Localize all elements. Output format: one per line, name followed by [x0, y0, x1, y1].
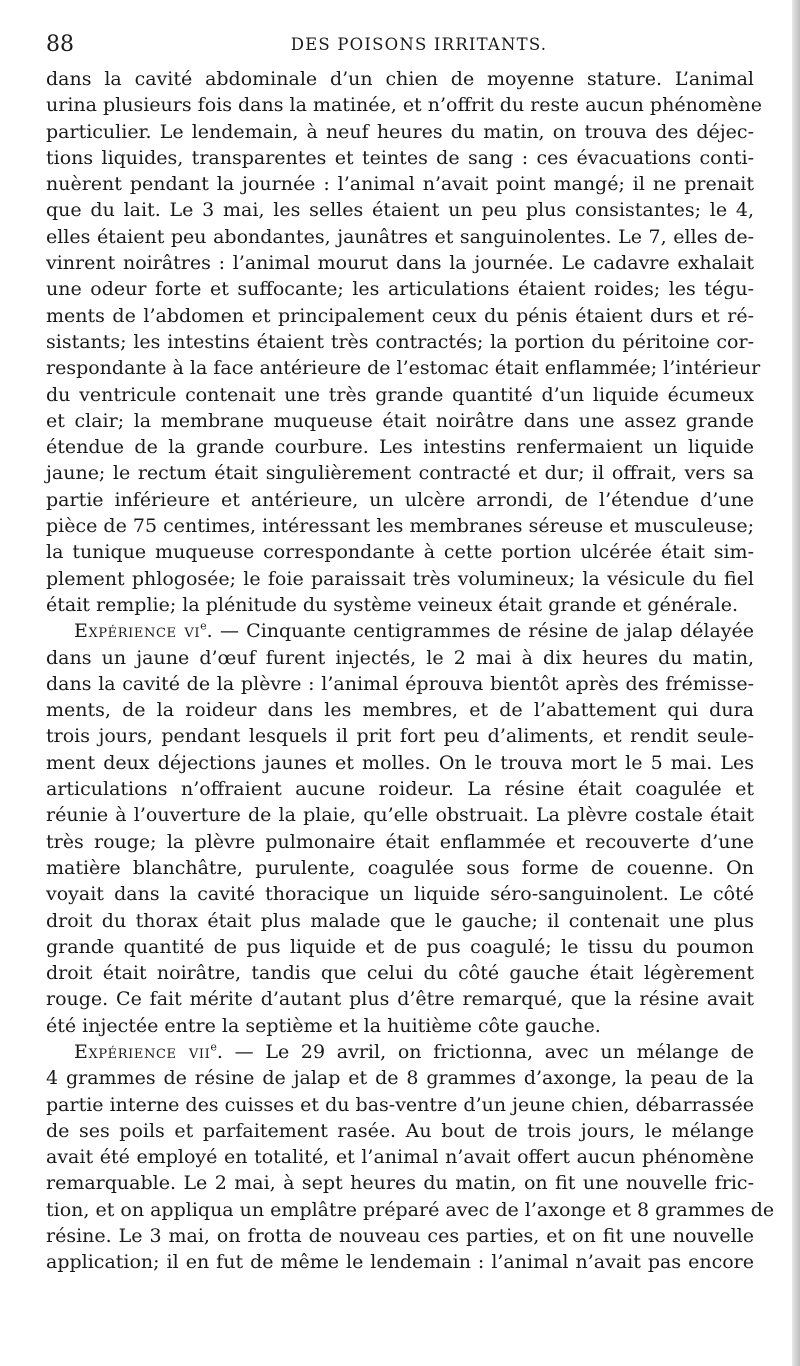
experiment-label: Expérience vi: [74, 620, 201, 643]
text-line: tion, et on appliqua un emplâtre préparé avec de l’axonge et 8 grammes de: [46, 1198, 775, 1221]
text-line: application; il en fut de même le lendemain : l’animal n’avait pas encore: [46, 1251, 754, 1274]
text-line: particulier. Le lendemain, à neuf heures du matin, on trouva des déjec-: [46, 120, 754, 143]
text-line: de ses poils et parfaitement rasée. Au bout de trois jours, le mélange: [46, 1119, 754, 1142]
text-line: [46, 1039, 754, 1065]
text-line: sistants; les intestins étaient très contractés; la portion du péritoine cor-: [46, 330, 754, 353]
text-line: elles étaient peu abondantes, jaunâtres et sanguinolentes. Le 7, elles de-: [46, 225, 754, 248]
ordinal-suffix: e: [200, 619, 207, 633]
text-line: droit du thorax était plus malade que le gauche; il contenait une plus: [46, 909, 754, 932]
text-line: était remplie; la plénitude du système veineux était grande et générale.: [46, 593, 739, 616]
text-line: 4 grammes de résine de jalap et de 8 grammes d’axonge, la peau de la: [46, 1067, 754, 1090]
text-line: partie inférieure et antérieure, un ulcère arrondi, de l’étendue d’une: [46, 488, 754, 511]
text-line: droit était noirâtre, tandis que celui du côté gauche était légèrement: [46, 962, 754, 985]
text-line: très rouge; la plèvre pulmonaire était enflammée et recouverte d’une: [46, 830, 754, 853]
running-title: DES POISONS IRRITANTS.: [290, 35, 548, 54]
text-line: ments, de la roideur dans les membres, et de l’abattement qui dura: [46, 699, 754, 722]
page-header: [46, 30, 752, 60]
text-line: avait été employé en totalité, et l’animal n’avait offert aucun phénomène: [46, 1146, 754, 1169]
text-line: résine. Le 3 mai, on frotta de nouveau ces parties, et on fit une nouvelle: [46, 1225, 754, 1248]
text-line: jaune; le rectum était singulièrement contracté et dur; il offrait, vers sa: [46, 462, 754, 485]
text-line: dans un jaune d’œuf furent injectés, le 2 mai à dix heures du matin,: [46, 646, 754, 669]
text-line: voyait dans la cavité thoracique un liquide séro-sanguinolent. Le côté: [46, 883, 754, 906]
text-line: pièce de 75 centimes, intéressant les membranes séreuse et musculeuse;: [46, 515, 754, 538]
experiment-label: Expérience vii: [74, 1040, 211, 1063]
text-line: rouge. Ce fait mérite d’autant plus d’être remarqué, que la résine avait: [46, 988, 754, 1011]
text-line: respondante à la face antérieure de l’estomac était enflammée; l’intérieur: [46, 357, 761, 380]
page-number: 88: [46, 32, 74, 57]
ordinal-suffix: e: [210, 1040, 217, 1054]
text-line: nuèrent pendant la journée : l’animal n’avait point mangé; il ne prenait: [46, 173, 754, 196]
text-line: trois jours, pendant lesquels il prit fort peu d’aliments, et rendit seule-: [46, 725, 754, 748]
text-line: vinrent noirâtres : l’animal mourut dans la journée. Le cadavre exhalait: [46, 252, 754, 275]
text-line: la tunique muqueuse correspondante à cette portion ulcérée était sim-: [46, 541, 754, 564]
text-line: été injectée entre la septième et la huitième côte gauche.: [46, 1014, 601, 1037]
text-line: une odeur forte et suffocante; les articulations étaient roides; les tégu-: [46, 278, 754, 301]
text-line-rest: . — Le 29 avril, on frictionna, avec un mélange de: [216, 1040, 754, 1063]
paragraph-experiment-vii: [46, 1039, 775, 1276]
text-line-rest: . — Cinquante centigrammes de résine de jalap délayée: [206, 620, 754, 643]
text-line: [46, 618, 754, 644]
text-line: réunie à l’ouverture de la plaie, qu’elle obstruait. La plèvre costale était: [46, 804, 754, 827]
text-line: dans la cavité de la plèvre : l’animal éprouva bientôt après des frémisse-: [46, 672, 754, 695]
text-line: ment deux déjections jaunes et molles. On le trouva mort le 5 mai. Les: [46, 751, 754, 774]
text-line: grande quantité de pus liquide et de pus coagulé; le tissu du poumon: [46, 935, 754, 958]
text-line: que du lait. Le 3 mai, les selles étaient un peu plus consistantes; le 4,: [46, 199, 754, 222]
text-line: matière blanchâtre, purulente, coagulée sous forme de couenne. On: [46, 856, 754, 879]
text-line: et clair; la membrane muqueuse était noirâtre dans une assez grande: [46, 409, 754, 432]
text-line: ments de l’abdomen et principalement ceux du pénis étaient durs et ré-: [46, 304, 754, 327]
text-line: remarquable. Le 2 mai, à sept heures du matin, on fit une nouvelle fric-: [46, 1172, 754, 1195]
text-line: articulations n’offraient aucune roideur. La résine était coagulée et: [46, 778, 754, 801]
text-line: dans la cavité abdominale d’un chien de moyenne stature. L’animal: [46, 68, 754, 90]
paragraph-experiment-v-continued: [46, 66, 762, 618]
text-line: étendue de la grande courbure. Les intestins renfermaient un liquide: [46, 436, 754, 459]
paragraph-experiment-vi: [46, 618, 754, 1039]
text-line: tions liquides, transparentes et teintes de sang : ces évacuations conti-: [46, 146, 754, 169]
text-line: partie interne des cuisses et du bas-ventre d’un jeune chien, débarrassée: [46, 1093, 754, 1116]
text-line: plement phlogosée; le foie paraissait très volumineux; la vésicule du fiel: [46, 567, 754, 590]
scan-edge-shadow: [792, 0, 800, 1366]
text-line: du ventricule contenait une très grande quantité d’un liquide écumeux: [46, 383, 754, 406]
text-line: urina plusieurs fois dans la matinée, et n’offrit du reste aucun phénomène: [46, 94, 762, 117]
body-text: [46, 66, 775, 1276]
